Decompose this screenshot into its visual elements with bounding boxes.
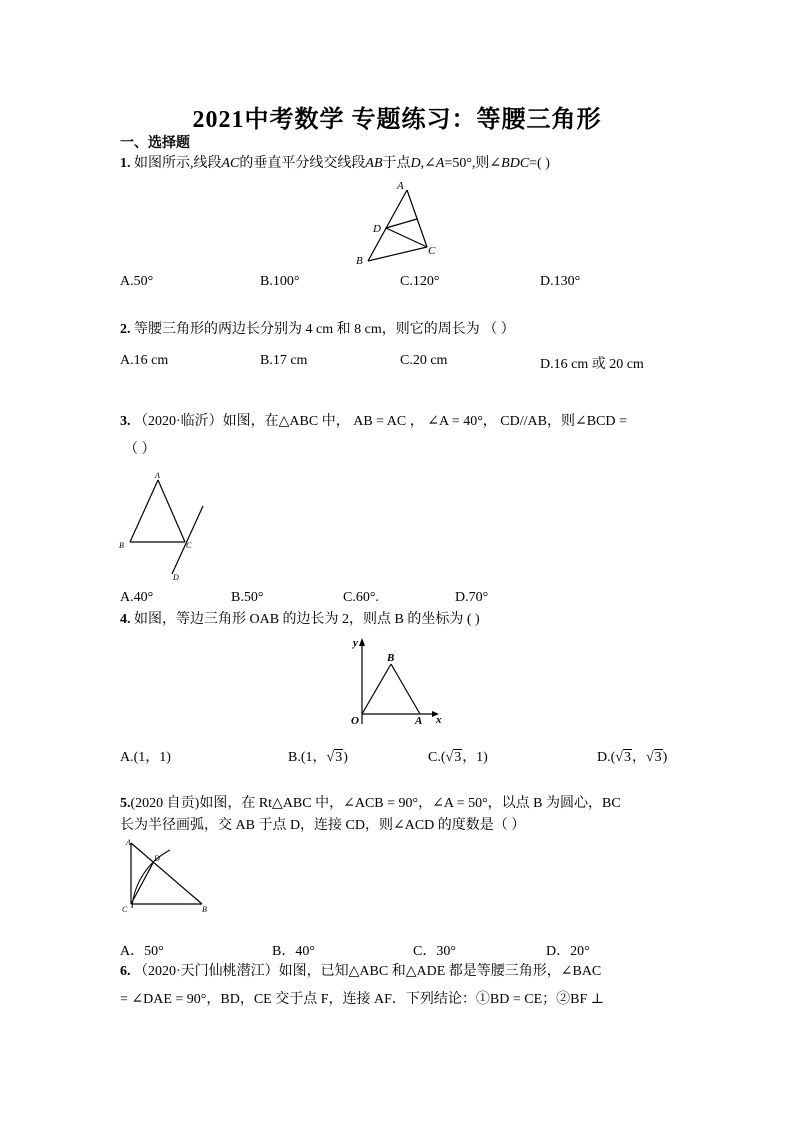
question-2: 2. 等腰三角形的两边长分别为 4 cm 和 8 cm，则它的周长为 （ ） xyxy=(120,322,515,337)
segment-ab xyxy=(130,480,158,542)
label-a: A xyxy=(415,715,423,727)
question-number: 6. xyxy=(120,964,131,979)
segment-bc xyxy=(368,247,427,261)
label-x: x xyxy=(436,714,442,726)
q5-option-d[interactable]: D．20° xyxy=(546,944,590,959)
question-5: 5.(2020 自贡)如图，在 Rt△ABC 中，∠ACB = 90°，∠A = 50°，以点 B 为圆心，BC xyxy=(120,796,621,811)
line-cd xyxy=(172,506,203,574)
figure-q5 xyxy=(118,836,218,916)
label-a: A xyxy=(126,838,131,847)
label-o: O xyxy=(351,715,359,727)
question-4: 4. 如图，等边三角形 OAB 的边长为 2，则点 B 的坐标为 ( ) xyxy=(120,612,480,627)
label-b: B xyxy=(202,905,207,914)
q1-option-d[interactable]: D.130° xyxy=(540,274,581,289)
q3-paren: （ ） xyxy=(124,442,156,457)
question-number: 3. xyxy=(120,414,131,429)
section-heading: 一、选择题 xyxy=(120,136,190,151)
question-5-line-2: 长为半径画弧，交 AB 于点 D，连接 CD，则∠ACD 的度数是（ ） xyxy=(120,818,526,833)
segment-ba xyxy=(391,664,420,714)
q3-option-b[interactable]: B.50° xyxy=(231,590,264,605)
question-number: 5. xyxy=(120,796,131,811)
q1-option-c[interactable]: C.120° xyxy=(400,274,440,289)
q2-option-a[interactable]: A.16 cm xyxy=(120,353,169,368)
figure-q1 xyxy=(350,178,450,270)
label-c: C xyxy=(122,905,128,914)
label-c: C xyxy=(186,541,192,550)
label-d: D xyxy=(173,573,179,582)
question-number: 4. xyxy=(120,612,131,627)
label-d: D xyxy=(154,854,160,863)
question-1: 1. 如图所示,线段AC的垂直平分线交线段AB于点D,∠A=50°,则∠BDC=( ) xyxy=(120,156,550,171)
label-c: C xyxy=(428,245,436,257)
q1-option-a[interactable]: A.50° xyxy=(120,274,154,289)
q5-option-c[interactable]: C．30° xyxy=(413,944,456,959)
label-y: y xyxy=(353,637,358,649)
q2-option-d[interactable]: D.16 cm 或 20 cm xyxy=(540,357,644,372)
arc xyxy=(132,850,170,908)
question-6: 6. （2020·天门仙桃潜江）如图，已知△ABC 和△ADE 都是等腰三角形，∠BAC xyxy=(120,964,602,979)
label-a: A xyxy=(155,471,160,480)
q4-option-b[interactable]: B.(1，√3) xyxy=(288,750,348,765)
segment-ac xyxy=(407,190,427,247)
q5-option-b[interactable]: B．40° xyxy=(272,944,315,959)
q3-option-a[interactable]: A.40° xyxy=(120,590,154,605)
figure-q4 xyxy=(345,634,455,734)
question-3: 3. （2020·临沂）如图，在△ABC 中， AB = AC ， ∠A = 40°， CD//AB，则∠BCD = xyxy=(120,414,627,429)
q2-option-b[interactable]: B.17 cm xyxy=(260,353,308,368)
q5-option-a[interactable]: A．50° xyxy=(120,944,164,959)
label-b: B xyxy=(387,652,395,664)
segment-ob xyxy=(362,664,391,714)
label-b: B xyxy=(119,541,124,550)
label-a: A xyxy=(397,180,404,192)
y-axis-arrow xyxy=(359,638,365,646)
figure-q3 xyxy=(115,470,215,585)
question-number: 1. xyxy=(120,156,131,171)
q2-option-c[interactable]: C.20 cm xyxy=(400,353,448,368)
question-number: 2. xyxy=(120,322,131,337)
q4-option-c[interactable]: C.(√3，1) xyxy=(428,750,488,765)
label-b: B xyxy=(356,255,363,267)
page-title: 2021中考数学 专题练习：等腰三角形 xyxy=(192,107,602,133)
segment-ac xyxy=(158,480,185,542)
q4-option-d[interactable]: D.(√3，√3) xyxy=(597,750,668,765)
q3-option-c[interactable]: C.60°. xyxy=(343,590,379,605)
label-d: D xyxy=(373,223,381,235)
q3-option-d[interactable]: D.70° xyxy=(455,590,489,605)
segment-cd xyxy=(131,863,153,904)
q1-option-b[interactable]: B.100° xyxy=(260,274,300,289)
question-6-line-2: = ∠DAE = 90°，BD，CE 交于点 F，连接 AF．下列结论：①BD = CE；②BF ⊥ xyxy=(120,992,604,1007)
q4-option-a[interactable]: A.(1，1) xyxy=(120,750,171,765)
